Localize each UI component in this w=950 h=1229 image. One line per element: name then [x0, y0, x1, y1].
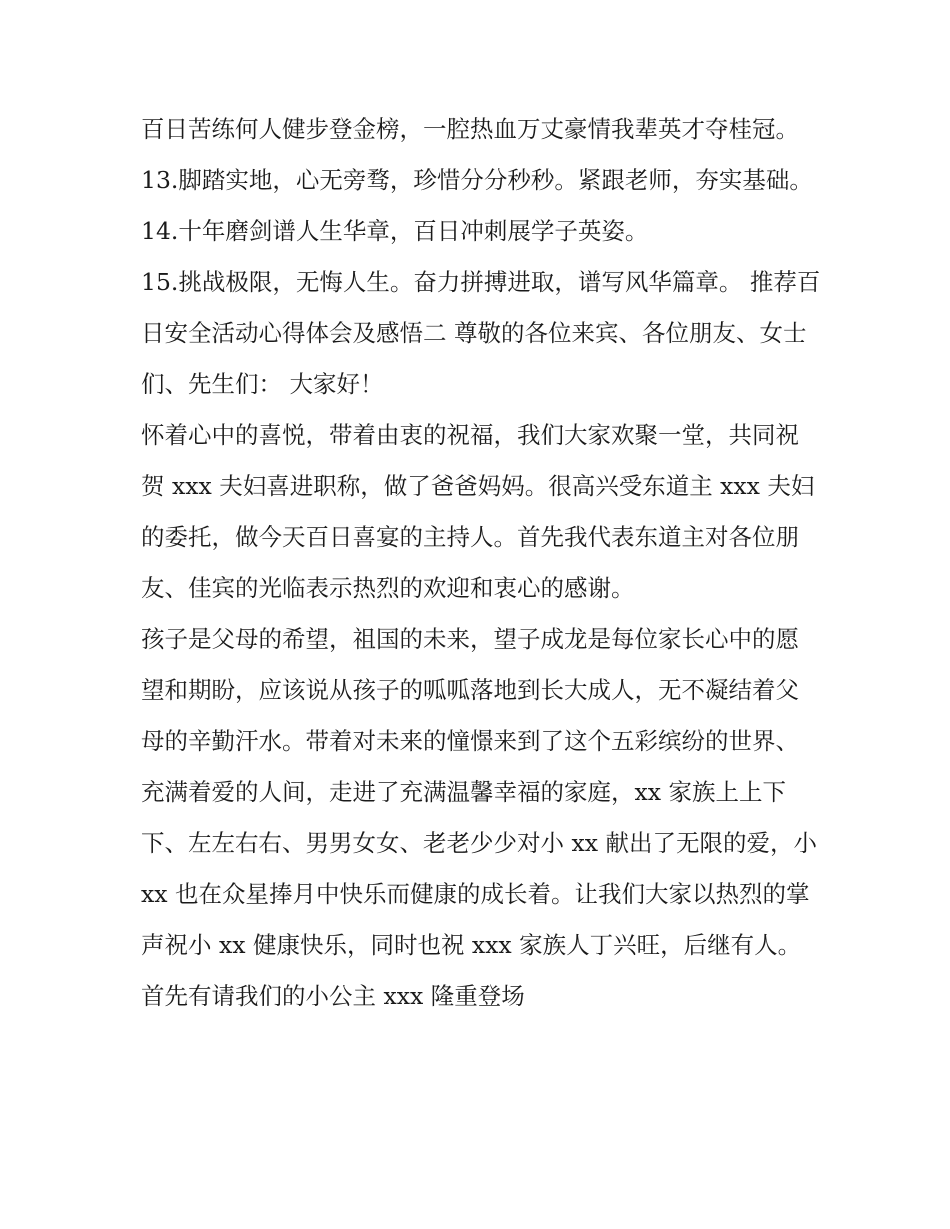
- document-body: [141, 104, 821, 1022]
- paragraph-1: 百日苦练何人健步登金榜，一腔热血万丈豪情我辈英才夺桂冠。: [141, 115, 799, 143]
- paragraph-2: 13.脚踏实地，心无旁骛，珍惜分分秒秒。紧跟老师，夯实基础。 14.十年磨剑谱人生华章，百日冲刺展学子英姿。: [141, 166, 813, 245]
- paragraph-4: 怀着心中的喜悦，带着由衷的祝福，我们大家欢聚一堂，共同祝贺 xxx 夫妇喜进职称，做了爸爸妈妈。很高兴受东道主 xxx 夫妇的委托，做今天百日喜宴的主持人。首先我代表东道主对各位朋友、佳宾的光临表示热烈的欢迎和衷心的感谢。: [141, 421, 815, 602]
- paragraph-5: 孩子是父母的希望，祖国的未来，望子成龙是每位家长心中的愿望和期盼，应该说从孩子的呱呱落地到长大成人，无不凝结着父母的辛勤汗水。带着对未来的憧憬来到了这个五彩缤纷的世界、充满着爱的人间，走进了充满温馨幸福的家庭，xx 家族上上下下、左左右右、男男女女、老老少少对小 xx 献出了无限的爱，小 xx 也在众星捧月中快乐而健康的成长着。让我们大家以热烈的掌声祝小 xx 健康快乐，同时也祝 xxx 家族人丁兴旺，后继有人。: [141, 625, 817, 959]
- paragraph-6: 首先有请我们的小公主 xxx 隆重登场: [141, 982, 525, 1010]
- paragraph-3: 15.挑战极限，无悔人生。奋力拼搏进取，谱写风华篇章。 推荐百日安全活动心得体会及感悟二 尊敬的各位来宾、各位朋友、女士们、先生们： 大家好！: [141, 268, 821, 398]
